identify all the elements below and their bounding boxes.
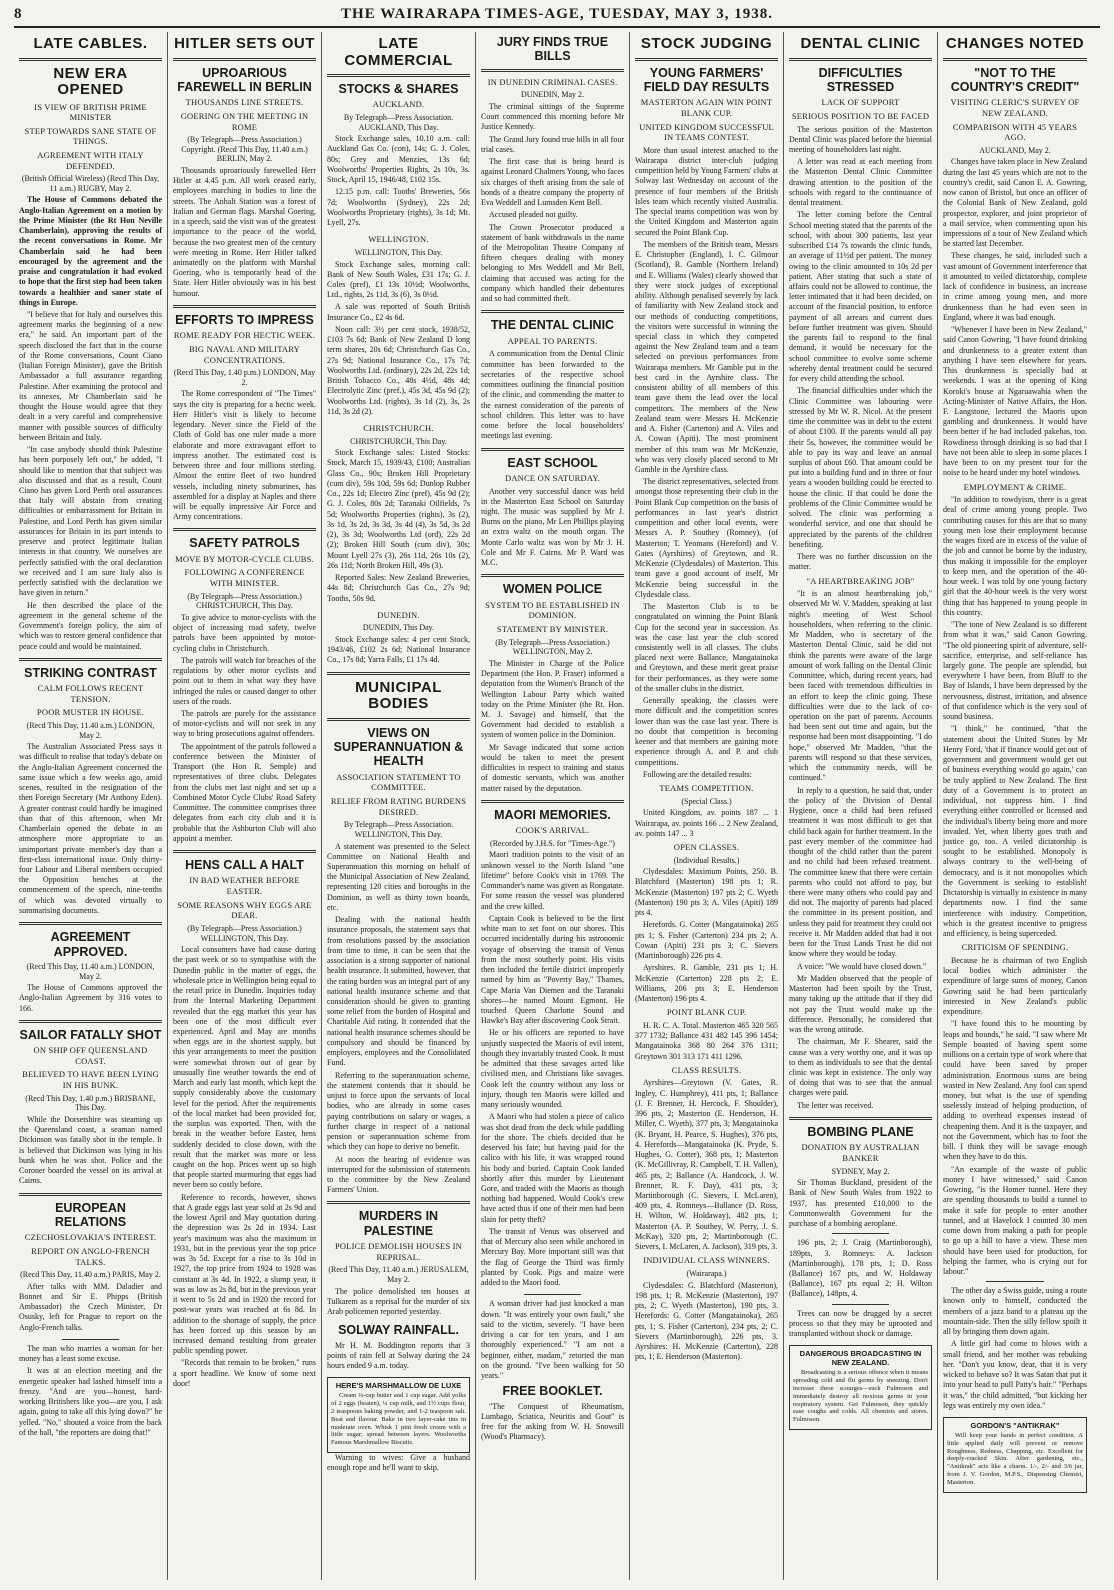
story-stocks-wellington: [327, 234, 470, 417]
dateline: (British Official Wireless) (Recd This Day, 11 a.m.) RUGBY, May 2.: [21, 174, 160, 193]
paragraph: Sir Thomas Buckland, president of the Bank of New South Wales from 1922 to 1937, has presented £10,000 to the Commonwealth Government for the purchase of a bombing aeroplane.: [789, 1178, 932, 1229]
ad-title: GORDON'S "ANTIKRAK": [970, 1421, 1060, 1431]
headline: EUROPEAN RELATIONS: [54, 1200, 127, 1229]
paragraph: Reference to records, however, shows that A grade eggs last year sold at 2s 9d and the lowest April and May quotation during the depression was 2s 2d in 1934. Last year's maximum was also the maximum in 1931, but in the previous year the top price was 3s 5d. Except for a rise to 3s 10d in 1927, the top price from 1924 to 1928 was constant at 3s 4d. In 1922, a slump year, it was as low as 2s 8d, but in the previous year it went to 5s 2d and in 1920 the record for post-war years was reached at 6s 8d. In addition to the shortage of supply, the price has been forced up this season by an increased demand resulting from greater public spending power.: [173, 1192, 316, 1356]
paragraph: A statement was presented to the Select Committee on National Health and Superannuation this morning on behalf of the Municipal Association of New Zealand, representing 120 cities and boroughs in the Dominion, as well as thirty town boards, etc.: [327, 841, 470, 912]
results-heading: POINT BLANK CUP.: [666, 1007, 747, 1018]
subheading: DONATION BY AUSTRALIAN BANKER: [801, 1142, 920, 1163]
subheading: MASTERTON AGAIN WIN POINT BLANK CUP.: [640, 97, 773, 118]
paragraph: 196 pts, 2; J. Craig (Martinborough), 189pts, 3. Romneys: A. Jackson (Martinborough), 178 pts, 1; D. Ross (Ballance) 167 pts, and W. Holdaway (Ballance), 167 pts equal 2; H. Wilton (Ballance), 148pts, 4.: [789, 1238, 932, 1299]
paragraph: More than usual interest attached to the Wairarapa district inter-club judging competition held by Young Farmers' clubs at Solway last Wednesday on account of the presence of four members of the British Isles team which recently visited Australia. The special teams competition was won by the United Kingdom and Masterton again secured the Point Blank Cup.: [635, 145, 778, 237]
paragraph: There was no further discussion on the matter.: [789, 552, 932, 572]
advertisement-marshmallow: [327, 1377, 470, 1453]
paragraph: In reply to a question, he said that, under the policy of the Division of Dental Hygiene, once a child had been refused treatment it was most difficult to get that child back again for further treatment. In the past every member of the committee had thought of the child rather than the parent and no child had been refused treatment. The committee knew that there were certain parents who could not afford to pay, but there were many others who could pay and did not. The majority of parents had placed the committee in its present position, and unless they paid for treatment they could not receive it. Mr Madden added that had it not been for the Trust Lands Trust he did not know where they would be today.: [789, 785, 932, 959]
headline: DENTAL CLINIC: [800, 35, 921, 52]
paragraph: Changes have taken place in New Zealand during the last 45 years which are not to the country's credit, said Canon E. A. Gowring, now canon of Bristol, but once an officer of the Colonial Bank of New Zealand, gold prospector, explorer, and joint proprietor of a mail service, when commenting upon his impressions of a tour of New Zealand which he started last December.: [943, 157, 1087, 249]
subheading: ON SHIP OFF QUEENSLAND COAST.: [33, 1045, 148, 1066]
dateline: (By Telegraph—Press Association.) WELLINGTON, May 2.: [495, 637, 610, 657]
ad-body: Broadcasting is a serious offence when it means spreading cold and flu germs by sneezing. Don't increase these scourges—suck Fulmoson and immediately destroy all noxious germs in your respiratory system. Get Fulmoson, they quickly ease coughs and colds. All chemists and stores. Fulmoson.: [793, 1369, 928, 1424]
results: United Kingdom, av. points 187 ... 1 Wairarapa, av. points 166 ... 2 New Zealand, av. points 147 ... 3: [635, 808, 778, 838]
paragraph: The patrols will watch for breaches of the regulations by other motor cyclists and point out to them in what way they have infringed the rules or caused danger to other users of the roads.: [173, 655, 316, 706]
story-maori-memories: [481, 808, 624, 1288]
paragraph: The Minister in Charge of the Police Department (the Hon. P. Fraser) informed a deputation from the Women's Branch of the Wellington Labour Party which waited today on the Prime Minister (the Rt. Hon. M. J. Savage) and himself, that the Government had decided to establish a system of women police in the Dominion.: [481, 658, 624, 740]
subheading: CHRISTCHURCH.: [363, 423, 434, 434]
story-stock-judging: [635, 36, 778, 1363]
dateline: (Recd This Day, 1.40 p.m.) LONDON, May 2.: [173, 368, 316, 387]
story-dental-clinic: [789, 36, 932, 1111]
paragraph: The Grand Jury found true bills in all four trial cases.: [481, 134, 624, 154]
headline: STRIKING CONTRAST: [24, 665, 157, 680]
paragraph: Generally speaking, the classes were more difficult and the competition scores lower than was the case last year. There is no doubt that competition is becoming keener and that members are gaining more experience through A. and P. and club competitions.: [635, 696, 778, 767]
headline: THE DENTAL CLINIC: [490, 318, 615, 333]
dateline: (Recd This Day, 11.40 a.m.) PARIS, May 2.: [20, 1270, 161, 1280]
paragraph: Mr H. M. Boddington reports that 3 points of rain fell at Solway during the 24 hours ended 9 a.m. today.: [327, 1340, 470, 1371]
subheading: IN DUNEDIN CRIMINAL CASES.: [487, 76, 618, 87]
column-5: [630, 32, 784, 1580]
advertisement-antikrak: [943, 1417, 1087, 1493]
subheading: FOLLOWING A CONFERENCE WITH MINISTER.: [184, 567, 305, 589]
paragraph: A woman driver had just knocked a man down. "It was entirely your own fault," she said to the victim, severely. "I have been driving a car for ten years, and I am thoroughly experienced." "I am not a beginner, either, madam," retorted the man on the ground. "I've been walking for 50 years.": [481, 1299, 624, 1380]
subheading: WELLINGTON.: [368, 234, 429, 245]
results: H. R. C. A. Total. Masterton 465 320 565 377 1732; Ballance 431 482 145 396 1454; Mangatainoka 368 80 264 376 1311; Greytown 301 313 171 411 1296.: [635, 1020, 778, 1061]
paragraph: Another very successful dance was held in the Masterton East School on Saturday night. The music was supplied by Mr J. Burns on the piano, Mr Len Phillips playing an extra waltz on the mouth organ. The Monte Carlo waltz was won by Mr J. H. Cole and Mr F. Cairns. Mr P. Ward was M.C.: [481, 486, 624, 568]
column-7: [938, 32, 1092, 1580]
paragraph: A little girl had come to blows with a small friend, and her mother was rebuking her. "Don't you know, dear, that it is very wicked to behave so? It was Satan that put it into your head to pull Patty's hair." "Perhaps it was," the child admitted, "but kicking her legs was entirely my own idea.": [943, 1339, 1087, 1410]
story-agreement-approved: [19, 930, 162, 1014]
paragraph: He or his officers are reported to have unjustly suspected the Maoris of evil intent, though they invariably trusted Cook. It must be admitted that these savages acted like civilised men, and Christians like savages. Cook left the country without any loss or injury, though ten Maoris were killed and many seriously wounded.: [481, 1028, 624, 1110]
headline: VIEWS ON SUPERANNUATION & HEALTH: [333, 725, 464, 769]
column-3: [322, 32, 476, 1580]
dateline: (Recorded by J.H.S. for "Times-Age."): [490, 838, 615, 848]
section-header: MUNICIPAL BODIES: [355, 678, 442, 713]
paragraph: "I have found this to be mounting by leaps and bounds," he said. "I saw where Mr Semple boasted of having spent some millions on a certain type of work where that could have been saved by proper administration. Enormous sums are being wasted in New Zealand. Any fool can spend money, but what is the use of spending uselessly instead of helping production, of adding to overhead expenses instead of cheapening them. And it is the taxpayer, and not the Government, which has to foot the bill. I think they will be savage enough when they have to do this.: [943, 1019, 1087, 1162]
column-4: [476, 32, 630, 1580]
story-fillers: [19, 1344, 162, 1438]
paragraph: The patrols are purely for the assistance of motor-cyclists and will not seek in any way to bring prosecutions against offenders.: [173, 708, 316, 739]
headline: NEW ERA OPENED: [53, 64, 128, 98]
paragraph: The serious position of the Masterton Dental Clinic was placed before the biennial meeting of householders last night.: [789, 124, 932, 154]
subheading: AUCKLAND.: [372, 99, 425, 110]
section-header: LATE CABLES.: [33, 35, 148, 52]
results: Ayrshires. R. Gamble, 231 pts 1; H. McKenzie (Carterton) 228 pts 2; E. Williams, 206 pts 3; E. Henderson (Masterton) 196 pts 4.: [635, 963, 778, 1003]
subheading: AGREEMENT WITH ITALY DEFENDED.: [37, 150, 144, 171]
paragraph: "The Conquest of Rheumatism, Lumbago, Sciatica, Neuritis and Gout" is free for the asking from W. H. Snowsill (Wood's Pharmacy).: [481, 1401, 624, 1442]
subheading: VISITING CLERIC'S SURVEY OF NEW ZEALAND.: [950, 97, 1080, 118]
columns: [14, 32, 1100, 1580]
paragraph: The Rome correspondent of "The Times" says the city is preparing for a hectic week. Herr Hitler's visit is likely to become legendary. Never since the Field of the Cloth of Gold has one ruler made a more elaborate and more extravagant effort to impress another. The estimated cost is between three and four millions sterling. Almost the entire fleet of two hundred vessels, including ninety submarines, has assembled for a display at Naples and there will be equally impressive Air Force and Army concentrations.: [173, 389, 316, 522]
results: Ayrshires—Greytown (V. Gates, R. Ingley, C. Humphrey), 411 pts, 1; Ballance (J. F. Brenner, H. Hercock, F. Shoulder), 396 pts, 2; Masterton (E. Henderson, H. Miller, C. Wyeth), 377 pts, 3; Mangatainoka (K. Bryant, H. Pearce, S. Hughes), 376 pts, 4. Herefords—Mangatainoka (K. Pryde, S. Hughes, G. Cotter), 368 pts, 1; Masterton (K. McGillivray, R. Campbell, T. H. Vallen), 465 pts, 2; Ballance (A. Handcock, J. W. Brenner, R. F. Day), 431 pts, 3; Martinborough (C. Sievers, I. McLaren), 409 pts, 4. Romneys—Ballance (D. Ross, H. Wilton, W. Holdaway), 482 pts, 1; Masterton (A. P. Southey, W. Perry, J. S. McKay), 320 pts, 2; Martinborough (C. Sievers, I. McLaren, A. Jackson), 319 pts, 3.: [635, 1078, 778, 1252]
story-stocks-dunedin: [327, 610, 470, 666]
ad-body: Will keep your hands in perfect condition. A little applied daily will prevent or remove Roughness, Redness, Chapping, etc. Excellent for deeply-cracked Skin. After gardening, etc., "Antikrak" acts like a charm. 1/-, 2/- and 3/6 jar, from J. V. Gordon, M.P.S., Dispensing Chemist, Masterton.: [947, 1432, 1083, 1486]
paragraph: Stock Exchange sales, morning call: Bank of New South Wales, £31 17s; G. J. Coles (pref), £1 13s 10½d; Woolworths, Ltd., rights, 2s 11d, 3s (6), 3s 0½d.: [327, 259, 470, 300]
results-heading: TEAMS COMPETITION.: [659, 783, 754, 794]
subheading: POOR MUSTER IN HOUSE.: [36, 707, 145, 718]
headline: SOLWAY RAINFALL.: [338, 1323, 459, 1338]
paragraph: The financial difficulties under which the Clinic Committee was labouring were stressed by Mr W. R. Nicol. At the present time the committee was in debt to the extent of about £100. If the parents would all pay their 5s, however, the committee would be able to pay its way and leave an annual surplus of about £60. That amount could be put into a building fund and in three or four years a wooden building could be erected to house the clinic. If that could be done the problems of the Clinic Committee would be solved. The clinic was performing a wonderful service, and one that should be appreciated by the parents of the children benefiting.: [789, 386, 932, 549]
paragraph: The letter coming before the Central School meeting stated that the parents of the school, with about 300 patients, last year subscribed £14 7s towards the clinic funds, an average of 11½d per patient. The money owing to the clinic amounted to 10s 2d per patient. After stating that such a state of affairs could not be allowed to continue, the letter intimated that it had been decided, on account of the financial position, to enforce payment of all arrears and current dues before further treatment was given. Should the parents fail to respond to the final demand, it would be necessary for the school committee to evolve some scheme whereby dental treatment could be secured for every child attending the school.: [789, 210, 932, 384]
subheading: CALM FOLLOWS RECENT TENSION.: [37, 683, 144, 704]
subheading: STEP TOWARDS SANE STATE OF THINGS.: [24, 125, 157, 147]
paragraph: Warning to wives: Give a husband enough rope and he'll want to skip.: [327, 1453, 470, 1473]
paragraph: "It is an almost heartbreaking job," observed Mr W. V. Madden, speaking at last night's meeting of West School householders, when referring to the clinic. Mr Madden, who is secretary of the Masterton Dental Clinic, said he did not think the parents were aware of the large amount of work falling on the Dental Clinic Committee, which, during recent years, had been faced with tremendous difficulties in an effort to keep the clinic going. These difficulties were due to the lack of co-operation on the part of parents. Accounts had been sent out time and again, but the response had been most disappointing. "I do hope," observed Mr Madden, "that the parents will respond so that these services, which the community needs, will be continued.": [789, 589, 932, 783]
story-jury-true-bills: [481, 35, 624, 304]
paragraph: Stock Exchange sales: 4 per cent Stock, 1943/46, £102 2s 6d; National Insurance Co., 17s 8d; Yarra Falls, £1 17s 4d.: [327, 634, 470, 665]
paragraph: The appointment of the patrols followed a conference between the Minister of Transport (the Hon R. Semple) and representatives of three clubs. Delegates from the clubs met last night and set up a Combined Motor Cycle Clubs' Road Safety Committee. The committee comprises three delegates from each city club and it is probable that the Ashburton Club will also appoint a member.: [173, 741, 316, 843]
dateline: (Recd This Day, 11.40 a.m.) LONDON, May 2.: [26, 721, 155, 740]
subheading: DUNEDIN.: [377, 609, 420, 620]
crosshead: CRITICISM OF SPENDING.: [961, 942, 1069, 953]
subheading: ASSOCIATION STATEMENT TO COMMITTEE.: [336, 771, 461, 793]
paragraph: Dealing with the national health insurance proposals, the statement says that from resolutions passed by the association from time to time, it can be seen that the association is a strong supporter of national health insurance. It submitted, however, that the rating burden was an integral part of any national health insurance scheme and that consideration should be given to granting some relief from the burden of Hospital and Charitable Aid rating. It contended that the national health insurance schemes should be compulsory and should be financed by employers, employees and the Consolidated Fund.: [327, 915, 470, 1068]
paragraph: "Records that remain to be broken," runs a sport headline. We know of some next door!: [173, 1358, 316, 1388]
paragraph: The district representatives, selected from amongst those representing their club in the Point Blank Cup competition on the basis of performances in last year's district competition and other local events, were Messrs A. P. Southey (Romney), (of Masterton; T. Yeomans (Hereford) and V. Gates (Ayrshires) of Greytown, and R. McKenzie (Clydesdales) of Masterton. This team gave a good account of itself, Mr McKenzie being successful in the Clydesdale class.: [635, 477, 778, 599]
paragraph: The first case that is being heard is against Leonard Chalmers Young, who faces six charges of theft arising from the sale of bonds of a theatre company the property of Eva Weddell and Lumsden Kent Bell.: [481, 157, 624, 208]
story-free-booklet: [481, 1384, 624, 1442]
paragraph: He then described the place of the agreement in the general scheme of the Government's foreign policy, the aim of which was to restore general confidence that peace could and would be maintained.: [19, 600, 162, 651]
paragraph: To give advice to motor-cyclists with the object of increasing road safety, twelve patrols have been appointed by motor-cycling clubs in Christchurch.: [173, 612, 316, 653]
paragraph: 12.15 p.m. call: Tooths' Breweries, 56s 7d; Woolworths (Sydney), 22s 2d; Woolworths Proprietary (rights), 3s 1d; Mt. Lyell, 27s.: [327, 187, 470, 228]
headline: STOCK JUDGING: [640, 35, 773, 52]
dateline: AUCKLAND, May 2.: [979, 145, 1051, 155]
subheading: IS VIEW OF BRITISH PRIME MINISTER: [34, 101, 147, 123]
paragraph: Referring to the superannuation scheme, the statement contends that it should be unjust to force upon the servants of local bodies, who are already in some cases paying contributions on salary or wages, a further charge in respect of a national pension or superannuation scheme from which they can hope to derive no benefit.: [327, 1070, 470, 1152]
subheading: SYSTEM TO BE ESTABLISHED IN DOMINION.: [485, 599, 620, 621]
story-murders-palestine: [327, 1209, 470, 1317]
subheading: UNITED KINGDOM SUCCESSFUL IN TEAMS CONTEST.: [639, 121, 774, 143]
paragraph: The members of the British team, Messrs E. Christopher (England), I. C. Gilmour (Scotland), R. Gamble (Northern Ireland) and E. Williams (Wales) clearly showed that they were stock judges of exceptional ability. Although penalised severely by lack of familiarity with New Zealand stock and our methods of conducting competitions, the visitors were successful in winning the special class in which they competed against the New Zealand team and a team selected on previous performances from Wairarapa members. Mr Gamble put in the best card in the Ayrshire class. The consistent ability of all members of this team gave them the lead over the local competitors. The members of the New Zealand team were Messrs H. McKenzie and A. Fisher (Carterton) and A. Viles and A. Cowan (Apiti). The most prominent member of this team was Mr McKenzie, who was very closely placed second to Mr Gamble in the Ayrshire class.: [635, 239, 778, 475]
paragraph: The House of Commons approved the Anglo-Italian Agreement by 316 votes to 166.: [19, 983, 162, 1013]
dateline: (Recd This Day, 1.40 p.m.) BRISBANE, This Day.: [25, 1093, 156, 1113]
advertisement-fulmoson: [789, 1345, 932, 1430]
paragraph: "In addition to rowdyism, there is a great deal of crime among young people. Two contributing causes for this are that so many young men lose their employment because the wages fixed are in excess of the value of the job and cannot be borne by the industry, thus making it impossible for the employer to keep men, and the operation of the 40-hour week. I was told by one young factory girl that the 40-hour week is the very worst thing that has happened to young people in this country.: [943, 495, 1087, 617]
newspaper-title: THE WAIRARAPA TIMES-AGE, TUESDAY, MAY 3, 1938.: [341, 6, 773, 22]
subheading: ROME READY FOR HECTIC WEEK.: [173, 330, 316, 341]
story-sailor-shot: [19, 1028, 162, 1187]
subheadline: "NOT TO THE COUNTRY'S CREDIT": [950, 65, 1080, 94]
paragraph: The transit of Venus was observed and that of Mercury also seen while anchored in Mercury Bay. More important still was that the flag of George the Third was firmly planted by Cook. Pigs and maize were added to the Maori food.: [481, 1226, 624, 1288]
story-efforts-to-impress: [173, 313, 316, 522]
crosshead: EMPLOYMENT & CRIME.: [963, 481, 1067, 492]
results-heading: OPEN CLASSES.: [673, 841, 740, 852]
results-heading: INDIVIDUAL CLASS WINNERS.: [643, 1255, 770, 1266]
story-hitler-sets-out: [173, 36, 316, 299]
paragraph: A sale was reported of South British Insurance Co., £2 4s 6d.: [327, 302, 470, 322]
story-bombing-plane: [789, 1125, 932, 1340]
paragraph: These changes, he said, included such a vast amount of Government interference that it amounted to veiled dictatorship, complete lack of confidence in business, an increase in crime among young men, and more drunkenness than he had even seen in England, where it was bad enough.: [943, 251, 1087, 322]
paragraph: "I think," he continued, "that the statement about the United States by Mr Henry Ford, 'that if finance would get out of government and government would get out of business everything would go again,' can be truly applied to New Zealand. The first duty of a Government is to protect an individual, not suppress him. I find everything either controlled or licensed and the individual's liberty being more and more invaded. Yet, when liberty goes truth and justice go, too. A veiled dictatorship is sought to be established. Monopoly is always contrary to the well-being of democracy, and is it not monopolies which the Government is seeking to establish! Dictatorship is virtually in existence in many departments now. I find the same interference with industry. Competition, which is the greatest incentive to progress and efficiency, is being superceded.: [943, 724, 1087, 939]
paragraph: "The tone of New Zealand is so different from what it was," said Canon Gowring. "The old pioneering spirit of adventure, self-sacrifice, enterprise, and self-reliance has largely gone. The people are splendid, but everywhere I have been, from Bluff to the Bay of Islands, I have been depressed by the nervousness, distrust, irritation, and absence of that confidence which is the very soul of sound business.: [943, 620, 1087, 722]
subheading: SOME REASONS WHY EGGS ARE DEAR.: [177, 899, 312, 921]
subheading: POLICE DEMOLISH HOUSES IN REPRISAL.: [334, 1241, 463, 1262]
results: Clydesdales: Maximum Points, 250. B. Blatchford (Masterton) 198 pts 1; R. McKenzie (Masterton) 197 pts 2; C. Wyeth (Masterton) 190 pts 3; A. Viles (Apiti) 189 pts 4.: [635, 867, 778, 918]
ad-title: DANGEROUS BROADCASTING IN NEW ZEALAND.: [799, 1349, 922, 1368]
subheading: CZECHOSLOVAKIA'S INTEREST.: [24, 1232, 157, 1243]
paragraph: The other day a Swiss guide, using a route known only to himself, conducted the members of a jazz band to a plateau up the mountain-side. Then the silly fellow spoilt it all by bringing them down again.: [943, 1286, 1087, 1337]
paragraph: The Australian Associated Press says it was difficult to realise that today's debate on the Anglo-Italian Agreement concerned the same issue which a few weeks ago, amid scenes, resulted in the resignation of the then Foreign Secretary (Mr Anthony Eden). A greater contrast could hardly be imagined than that of this afternoon, when Mr Chamberlain opened the debate in an atmosphere more appropriate to an unimportant private member's day than a first-class international issue. Only thirty-four Labour and Liberal members occupied the Opposition benches at the commencement of the speech, nine-tenths of which was devoted virtually to summarising documents.: [19, 742, 162, 915]
headline: STOCKS & SHARES: [338, 82, 459, 96]
results-subheading: (Individual Results.): [673, 855, 740, 865]
paragraph: Captain Cook is believed to be the first white man to set foot on our shores. This occurred incidentally during his astronomic voyage of observing the transit of Venus from the most southerly point. His visits then included the fertile district improperly named by him as "Poverty Bay," Thames, Cape Maria Van Diemen and the Taranaki shores—he named Mount Egmont. He touched Queen Charlotte Sound and Hawke's Bay after discovering Cook Strait.: [481, 913, 624, 1026]
paragraph: Thousands uproariously farewelled Herr Hitler at 4.45 p.m. All work ceased early, employees marching in bodies to line the streets. The Anhalt Station was a forest of Italian and German flags. Marshal Goering, in a speech, said the visit was of the greatest importance to the peace of the world, because the two greatest men of the century were meeting in Rome. Herr Hitler talked animatedly on the platform with Marshal Goering, who is temporarily head of the State. Herr Hitler obviously was in his best humour.: [173, 165, 316, 298]
story-hens-call-halt: [173, 858, 316, 1389]
paragraph: A voice: "We would have closed down.": [797, 961, 927, 971]
story-women-police: [481, 582, 624, 793]
subheadline: UPROARIOUS FAREWELL IN BERLIN: [177, 65, 312, 94]
subheading: LACK OF SUPPORT: [821, 97, 900, 108]
paragraph: Accused pleaded not guilty.: [489, 210, 578, 220]
dateline: WELLINGTON, This Day.: [354, 247, 443, 257]
ad-body: Cream ¼-cup butter and 1 cup sugar. Add yolks of 2 eggs (beaten), ¼ cup milk, and 1½ cups flour, 2 teaspoons baking powder, and 1-2 teaspoon salt. Beat and flavour. Bake in two layer-cake tins in moderate oven. Whisk 1 pint fresh cream with a little sugar; spread between layers. Woolworths Famous Marshmallow Biscuits.: [331, 1392, 466, 1447]
subheadline: YOUNG FARMERS' FIELD DAY RESULTS: [643, 65, 770, 94]
dateline: By Telegraph—Press Association. AUCKLAND, This Day.: [343, 113, 454, 132]
subheading: BIG NAVAL AND MILITARY CONCENTRATIONS.: [189, 343, 300, 365]
dateline: (By Telegraph—Press Association.) Copyright. (Recd This Day, 11.40 a.m.) BERLIN, May 2.: [181, 135, 308, 164]
subheading: COOK'S ARRIVAL.: [515, 825, 590, 836]
subheading: IN BAD WEATHER BEFORE EASTER.: [189, 875, 300, 897]
story-safety-patrols: [173, 536, 316, 844]
subheading: THOUSANDS LINE STREETS.: [185, 97, 304, 108]
headline: JURY FINDS TRUE BILLS: [496, 35, 609, 64]
headline: SAILOR FATALLY SHOT: [19, 1027, 162, 1042]
story-european-relations: [19, 1201, 162, 1333]
ad-title: HERE'S MARSHMALLOW DE LUXE: [335, 1381, 462, 1391]
dateline: By Telegraph—Press Association. WELLINGTON, This Day.: [343, 820, 454, 839]
paragraph: "In case anybody should think Palestine has been purposely left out," he added, "I should like to mention that that subject was also discussed and that as a result, Count Ciano has given Lord Perth oral assurances that Italy will abstain from creating difficulties or embarrassment for Britain in Palestine, and Lord Perth has given similar assurances for Britain in its part intends to preserve and protect legitimate Italian interests in that country. We ourselves are perfectly satisfied with the oral declaration we received and I am sure Italy also is perfectly satisfied with the declaration we have given in return.": [19, 445, 162, 598]
paragraph: Noon call: 3½ per cent stock, 1938/52, £103 7s 6d; Bank of New Zealand D long term shares, 20s 6d; Christchurch Gas Co., 27s 9d; National Insurance Co., 17s 7d; Woolworths Ltd. (ordinary), 22s 2d, 22s 1d; British Tobacco Co., 48s 4½d, 48s 4d; Electrolytic Zinc (pref.), 45s 3d, 45s 9d (2); Woolworths Ltd. (rights), 3s 1d (2), 3s, 2s 11d, 3s 2d (2).: [327, 324, 470, 416]
story-stocks-auckland: [327, 82, 470, 228]
headline: HENS CALL A HALT: [185, 858, 304, 873]
results: Herefords. G. Cotter (Mangatainoka) 265 pts 1; S. Fisher (Carterton) 234 pts 2; A. Cowan (Apiti) 231 pts 3; C. Sievers (Martinborough) 226 pts 4.: [635, 920, 778, 961]
column-6: [784, 32, 938, 1580]
crosshead: "A HEARTBREAKING JOB": [806, 575, 915, 586]
paragraph: A communication from the Dental Clinic committee has been forwarded to the secretaries of the respective school committees outlining the financial position of the clinic, and commending the matter to the earnest consideration of the parents of school children. This letter was to have come before the local householders' meetings last evening.: [481, 349, 624, 441]
dateline: (Recd This Day, 11.40 a.m.) JERUSALEM, May 2.: [328, 1265, 469, 1285]
paragraph: Stock Exchange sales: Listed Stocks: Stock, March 15, 1939/43, £100; Australian Glass Co., 90s; Broken Hill Proprietary (cum div), 59s 10d, 59s 6d; Dunlop Rubber Co., 22s 1d; Electro Zinc (pref), 45s 9d (2); G. J. Coles, 80s 2d; Taranaki Oilfields, 7s 5d; Woolworths Properties (rights), 3s (2), 3s 1d, 3s 2d, 3s 3d, 3s 4d (4), 3s 5d, 3s 2d (2), 3s 3d; Woolworths Ltd (ord), 22s 2d (2); Broken Hill South (cum div), 30s; Mount Lyell 27s (3), 26s 11d, 26s 10s (2), 26s 11d; North Broken Hill, 49s (3).: [327, 448, 470, 570]
paragraph: The letter was received.: [797, 1100, 874, 1110]
story-striking-contrast: [19, 666, 162, 916]
story-stocks-christchurch: [327, 423, 470, 604]
paragraph: "I believe that for Italy and ourselves this agreement marks the beginning of a new era," he said. An important part of the speech disclosed the fact that in the course of the Rome conversations, Count Ciano (Italian Foreign Minister), gave the British Ambassador a full assurance regarding Palestine. After examining the protocol and its annexes, Mr Chamberlain said he thought the House would agree that they dealt in a very careful and comprehensive manner with possible sources of difficulty between Britain and Italy.: [19, 310, 162, 442]
headline: EAST SCHOOL: [507, 455, 598, 470]
dateline: DUNEDIN, This Day.: [362, 623, 435, 633]
headline: CHANGES NOTED: [945, 35, 1085, 52]
dateline: (By Telegraph—Press Association.) WELLINGTON, This Day.: [187, 923, 302, 943]
page-number: 8: [14, 6, 23, 22]
dateline: (Recd This Day, 11.40 a.m.) LONDON, May 2.: [26, 961, 155, 981]
column-2: [168, 32, 322, 1580]
paragraph: Stock Exchange sales, 10.10 a.m. call: Auckland Gas Co. (con), 14s; G. J. Coles, 80s; Grey and Menzies, 13s 6d; Woolworths' Properties Rights, 2s 10s, 3s. Stock, April 15, 1946/48, £102 15s.: [327, 134, 470, 185]
paragraph: The Masterton Club is to be congratulated on winning the Point Blank Cup for the second year in succession. As was the case last year the club scored consistently well in all classes. The clubs placed next were Ballance, Mangatainoka and Greytown, and these merit great praise for their performances, as they were some of the smaller clubs in the district.: [635, 602, 778, 693]
subheadline: DIFFICULTIES STRESSED: [818, 65, 903, 94]
subheading: BELIEVED TO HAVE BEEN LYING IN HIS BUNK.: [22, 1069, 159, 1091]
subheading: DANCE ON SATURDAY.: [505, 472, 600, 483]
paragraph: After talks with MM. Daladier and Bonnet and Sir E. Phipps (British Ambassador) the Czech Minister, Dr Osusky, left for Prague to report on the Anglo-French talks.: [19, 1281, 162, 1332]
subheading: COMPARISON WITH 45 YEARS AGO.: [952, 121, 1078, 143]
headline: HITLER SETS OUT: [174, 35, 315, 52]
paragraph: Mr Savage indicated that some action would be taken to meet the present difficulties in respect to training and status of domestic servants, which was another matter raised by the deputation.: [481, 742, 624, 793]
subheading: MOVE BY MOTOR-CYCLE CLUBS.: [175, 553, 314, 564]
headline: EFFORTS TO IMPRESS: [175, 312, 314, 327]
paragraph: Local consumers have had cause during the past week or so to sympathise with the Dunedin public in the matter of eggs, the wholesale price in Wellington being equal to the retail price in Dunedin. Inquiries today from the Internal Marketing Department revealed that the egg market this year has been one of the most difficult ever experienced. April and May are months when eggs are in the shortest supply, but this year arrangements to meet the position were somewhat thrown out of gear by unusually fine weather towards the end of March and early last month, which kept the supply considerably above the customary level for the period. After the requirements of the local market had been provided for, the surplus was exported. Then, with the break in the weather before Easter, hens suddenly decided to close down, with the result that the market was more or less caught on the hop. Prices went up so high that people started murmuring that eggs had never been so costly before.: [173, 945, 316, 1190]
paragraph: Reported Sales: New Zealand Breweries, 44s 8d; Christchurch Gas Co., 27s 9d; Tooths, 50s 9d.: [327, 573, 470, 603]
story-changes-noted: [943, 36, 1087, 1411]
paragraph: Because he is chairman of two English local bodies which administer the expenditure of large sums of money, Canon Gowring said he had been particularly interested in New Zealand's public expenditure.: [943, 955, 1087, 1017]
subheading: SERIOUS POSITION TO BE FACED: [791, 110, 930, 121]
story-dental-clinic-appeal: [481, 318, 624, 441]
paragraph: The man who marries a woman for her money has a least some excuse.: [19, 1343, 162, 1364]
results-heading: CLASS RESULTS.: [671, 1064, 742, 1075]
column-1: [14, 32, 168, 1580]
paragraph: A letter was read at each meeting from the Masterton Dental Clinic Committee drawing attention to the position of the schools with regard to the continuance of dental treatment.: [789, 157, 932, 208]
paragraph: "An example of the waste of public money I have witnessed," said Canon Gowring, "is the Homer tunnel. Here they are spending thousands to build a tunnel to make it safe for people to enter another tunnel, and at Havelock I counted 30 men come down from making a path for people to go up a hill to have a view. These men should have been used for production, for helping the farmer, who is crying out for labour.": [943, 1164, 1087, 1276]
subheading: APPEAL TO PARENTS.: [507, 335, 598, 346]
section-header: LATE COMMERCIAL: [344, 35, 453, 69]
dateline: DUNEDIN, May 2.: [520, 90, 585, 100]
headline: AGREEMENT APPROVED.: [50, 930, 131, 959]
subheading: STATEMENT BY MINISTER.: [496, 624, 609, 635]
subheading: RELIEF FROM RATING BURDENS DESIRED.: [330, 796, 467, 817]
headline: WOMEN POLICE: [502, 582, 603, 597]
subheading: GOERING ON THE MEETING IN ROME: [180, 110, 309, 132]
dateline: SYDNEY, May 2.: [831, 1166, 890, 1176]
headline: MURDERS IN PALESTINE: [358, 1209, 439, 1238]
results-subheading: (Wairarapa.): [686, 1269, 727, 1279]
paragraph: Maori tradition points to the visit of an unknown vessel to the North Island "one lifetime" before Cook's visit in 1769. The Commander's name was given as Rongatate. For some reason the vessel was plundered and the crew killed.: [481, 850, 624, 911]
dateline: CHRISTCHURCH, This Day.: [350, 436, 447, 446]
paragraph: While the Dorsetshire was steaming up the Queensland coast, a seaman named Dickinson was fatally shot in the temple. It is believed that Dickinson was lying in his bunk when he was shot. Police and the Coroner boarded the vessel on its arrival at Cairns.: [19, 1114, 162, 1186]
headline: MAORI MEMORIES.: [494, 807, 611, 822]
paragraph: The criminal sittings of the Supreme Court commenced this morning before Mr Justice Kennedy.: [481, 101, 624, 132]
subheading: REPORT ON ANGLO-FRENCH TALKS.: [31, 1245, 150, 1267]
story-municipal-bodies: [327, 680, 470, 1196]
story-east-school: [481, 456, 624, 569]
results: Clydesdales: G. Blatchford (Masterton), 198 pts, 1; R. McKenzie (Masterton), 197 pts, 2; C. Wyeth (Masterton), 190 pts, 3. Herefords: G. Cotter (Mangatainoka), 265 pts, 1; S. Fisher (Carterton), 234 pts, 2; C. Sievers (Martinborough), 226 pts, 3. Ayrshires: H. McKenzie (Carterton), 228 pts, 1; E. Henderson (Masterton).: [635, 1280, 778, 1362]
paragraph: Trees can now be drugged by a secret process so that they may be uprooted and transplanted without shock or damage.: [789, 1308, 932, 1339]
results-subheading: (Special Class.): [681, 796, 732, 806]
paragraph: The police demolished ten houses at Tulkarem as a reprisal for the murder of six Arab policemen reported yesterday.: [327, 1286, 470, 1317]
paragraph: It was at an election meeting and the energetic speaker had lashed himself into a frenzy. "And are you—honest, hard-working Britishers like you—are you, I ask again, going to take all this lying down?" he yelled. "No," shouted a voice from the back of the hall, "the reporters are doing that!": [19, 1366, 162, 1437]
paragraph: At noon the hearing of evidence was interrupted for the submission of statements to the committee by the New Zealand Farmers' Union.: [327, 1154, 470, 1195]
headline: BOMBING PLANE: [807, 1124, 914, 1139]
paragraph: A Maori who had stolen a piece of calico was shot dead from the deck while paddling for the shore. The chiefs decided that he deserved his fate; but having paid for the calico with his life, it was wrapped round his body and buried. Captain Cook landed shortly after this murder by Lieutenant Gore, and traded with the Maoris as though nothing had happened. Would Cook's crew have acted thus if one of their men had been slain for petty theft?: [481, 1112, 624, 1224]
paragraph: The House of Commons debated the Anglo-Italian Agreement on a motion by the Prime Minister (the Rt Hon Neville Chamberlain), approving the results of the recent conversations in Rome. Mr Chamberlain said he had been encouraged by the agreement and the praise and congratulation it had evoked to hope that the first step had been taken towards a healthier and saner state of things in Europe.: [19, 195, 162, 307]
paragraph: The chairman, Mr F. Shearer, said the cause was a very worthy one, and it was up to them as individuals to see that the dental clinic was kept in existence. The only way of doing that was to see that the annual charges were paid.: [789, 1037, 932, 1098]
headline: SAFETY PATROLS: [189, 536, 300, 551]
dateline: (By Telegraph—Press Association.) CHRISTCHURCH, This Day.: [187, 591, 302, 611]
paragraph: Following are the detailed results:: [643, 769, 752, 779]
story-new-era: [19, 66, 162, 652]
paragraph: Mr Madden observed that the people of Masterton had been spoilt by the Trust, many taking up the attitude that if they did not pay the Trust would make up the difference. Personally, he considered that was the wrong attitude.: [789, 973, 932, 1035]
story-solway-rainfall: [327, 1323, 470, 1371]
paragraph: "Whenever I have been in New Zealand," said Canon Gowring, "I have found drinking and drunkenness to a greater extent than anything I have seen elsewhere for years. This drunkenness is specially bad at weekends. I was at the opening of King Koroki's house at Ngaruawahia when the Acting-Minister of Native Affairs, the Hon. F. Langstone, lectured the Maoris upon gambling and drunkenness. It would have been better if he had included pakehas, too. Rowdiness through drinking is so bad that I have not been able to sleep in some places I have been to on my present tour for the noise to be heard under my hotel windows.: [943, 325, 1087, 478]
paragraph: The Crown Prosecutor produced a statement of bank withdrawals in the name of the Metropolitan Theatre Company of fifteen cheques dealing with money belonging to Mrs Weddell and Mr Bell, claiming that accused was acting for the company which handled their debentures and so had committed theft.: [481, 222, 624, 304]
headline: FREE BOOKLET.: [502, 1384, 603, 1399]
masthead: [14, 6, 1100, 28]
